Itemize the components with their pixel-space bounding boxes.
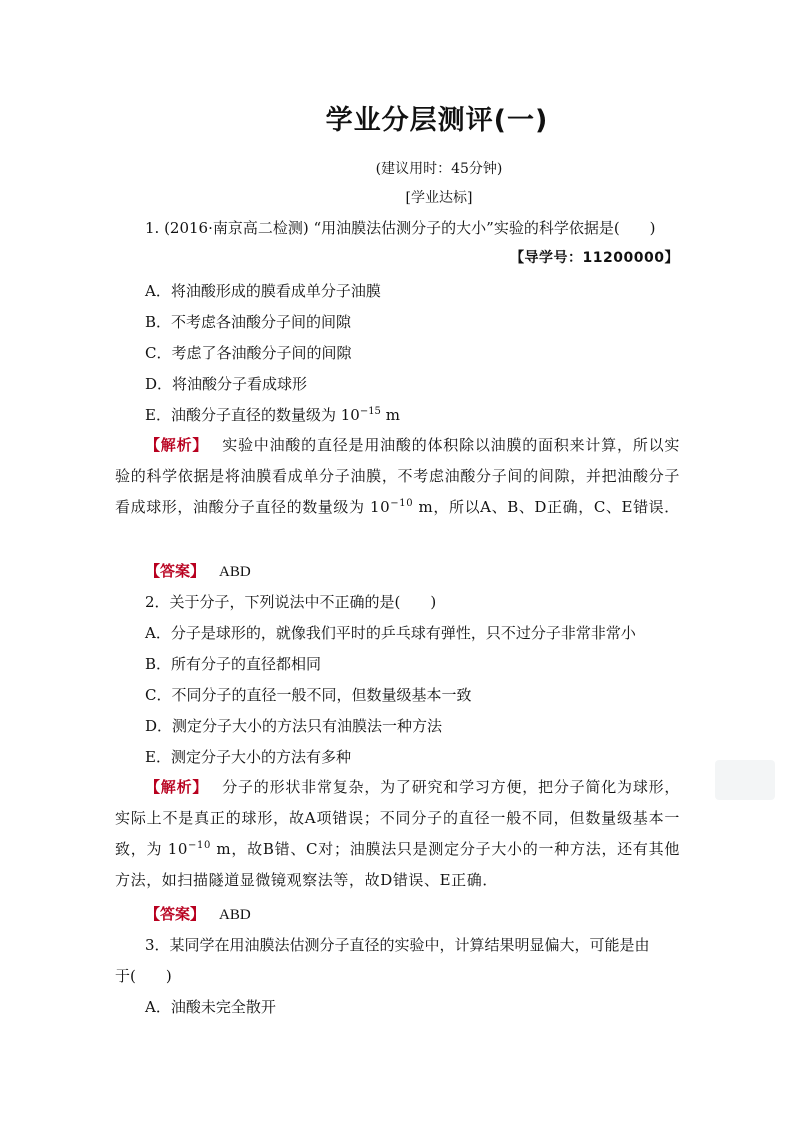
q2-option-e: E．测定分子大小的方法有多种 <box>145 748 351 766</box>
q3-stem-line-1: 3．某同学在用油膜法估测分子直径的实验中，计算结果明显偏大，可能是由 <box>145 936 650 954</box>
section-heading: [学业达标] <box>405 190 473 206</box>
time-note: (建议用时：45分钟) <box>375 161 503 177</box>
q2-option-c: C．不同分子的直径一般不同，但数量级基本一致 <box>145 686 472 704</box>
q1-answer-value: ABD <box>219 564 251 580</box>
q1-stem: 1. (2016·南京高二检测) “用油膜法估测分子的大小”实验的科学依据是( ) <box>145 219 656 237</box>
q1-option-b: B．不考虑各油酸分子间的间隙 <box>145 313 352 331</box>
q1-answer <box>145 560 251 581</box>
q2-analysis-text: 分子的形状非常复杂，为了研究和学习方便，把分子简化为球形，实际上不是真正的球形，故A项错误；不同分子的直径一般不同，但数量级基本一致，为 10 <box>115 778 681 858</box>
q1-option-e-unit: m <box>380 406 400 424</box>
q1-option-e-text: E．油酸分子直径的数量级为 10 <box>145 406 360 424</box>
q1-analysis-tag: 【解析】 <box>145 436 209 454</box>
q1-analysis-text: 实验中油酸的直径是用油酸的体积除以油膜的面积来计算，所以实验的科学依据是将油膜看成单分子油膜，不考虑油酸分子间的间隙，并把油酸分子看成球形，油酸分子直径的数量级为 10 <box>115 436 681 516</box>
q2-option-d: D．测定分子大小的方法只有油膜法一种方法 <box>145 717 443 735</box>
q1-option-e-exponent: −15 <box>359 406 381 417</box>
q1-option-d: D．将油酸分子看成球形 <box>145 375 308 393</box>
watermark <box>715 760 775 800</box>
q3-option-a: A．油酸未完全散开 <box>145 998 276 1016</box>
q1-guide-number: 【导学号：11200000】 <box>510 250 679 266</box>
q1-answer-tag: 【答案】 <box>145 562 206 580</box>
q2-option-a: A．分子是球形的，就像我们平时的乒乓球有弹性，只不过分子非常非常小 <box>145 624 636 642</box>
q2-answer-value: ABD <box>219 907 251 923</box>
q3-stem-line-2: 于( ) <box>115 967 172 985</box>
q2-answer-tag: 【答案】 <box>145 905 206 923</box>
q1-option-a: A．将油酸形成的膜看成单分子油膜 <box>145 282 381 300</box>
q2-option-b: B．所有分子的直径都相同 <box>145 655 322 673</box>
q2-analysis <box>115 772 680 896</box>
q2-stem: 2．关于分子，下列说法中不正确的是( ) <box>145 593 437 611</box>
q1-analysis <box>115 430 680 523</box>
q2-analysis-exponent: −10 <box>188 840 211 851</box>
q2-analysis-tag: 【解析】 <box>145 778 209 796</box>
q2-answer <box>145 903 251 924</box>
page-title: 学业分层测评(一) <box>325 105 549 136</box>
q2-analysis-text-2: m，故B错、C对；油膜法只是测定分子大小的一种方法，还有其他方法，如扫描隧道显微镜观察法等，故D错误、E正确． <box>115 840 680 889</box>
q1-analysis-exponent: −10 <box>390 498 414 509</box>
q1-analysis-text-2: m，所以A、B、D正确，C、E错误． <box>413 498 680 516</box>
q1-option-e <box>145 404 400 425</box>
q1-option-c: C．考虑了各油酸分子间的间隙 <box>145 344 352 362</box>
